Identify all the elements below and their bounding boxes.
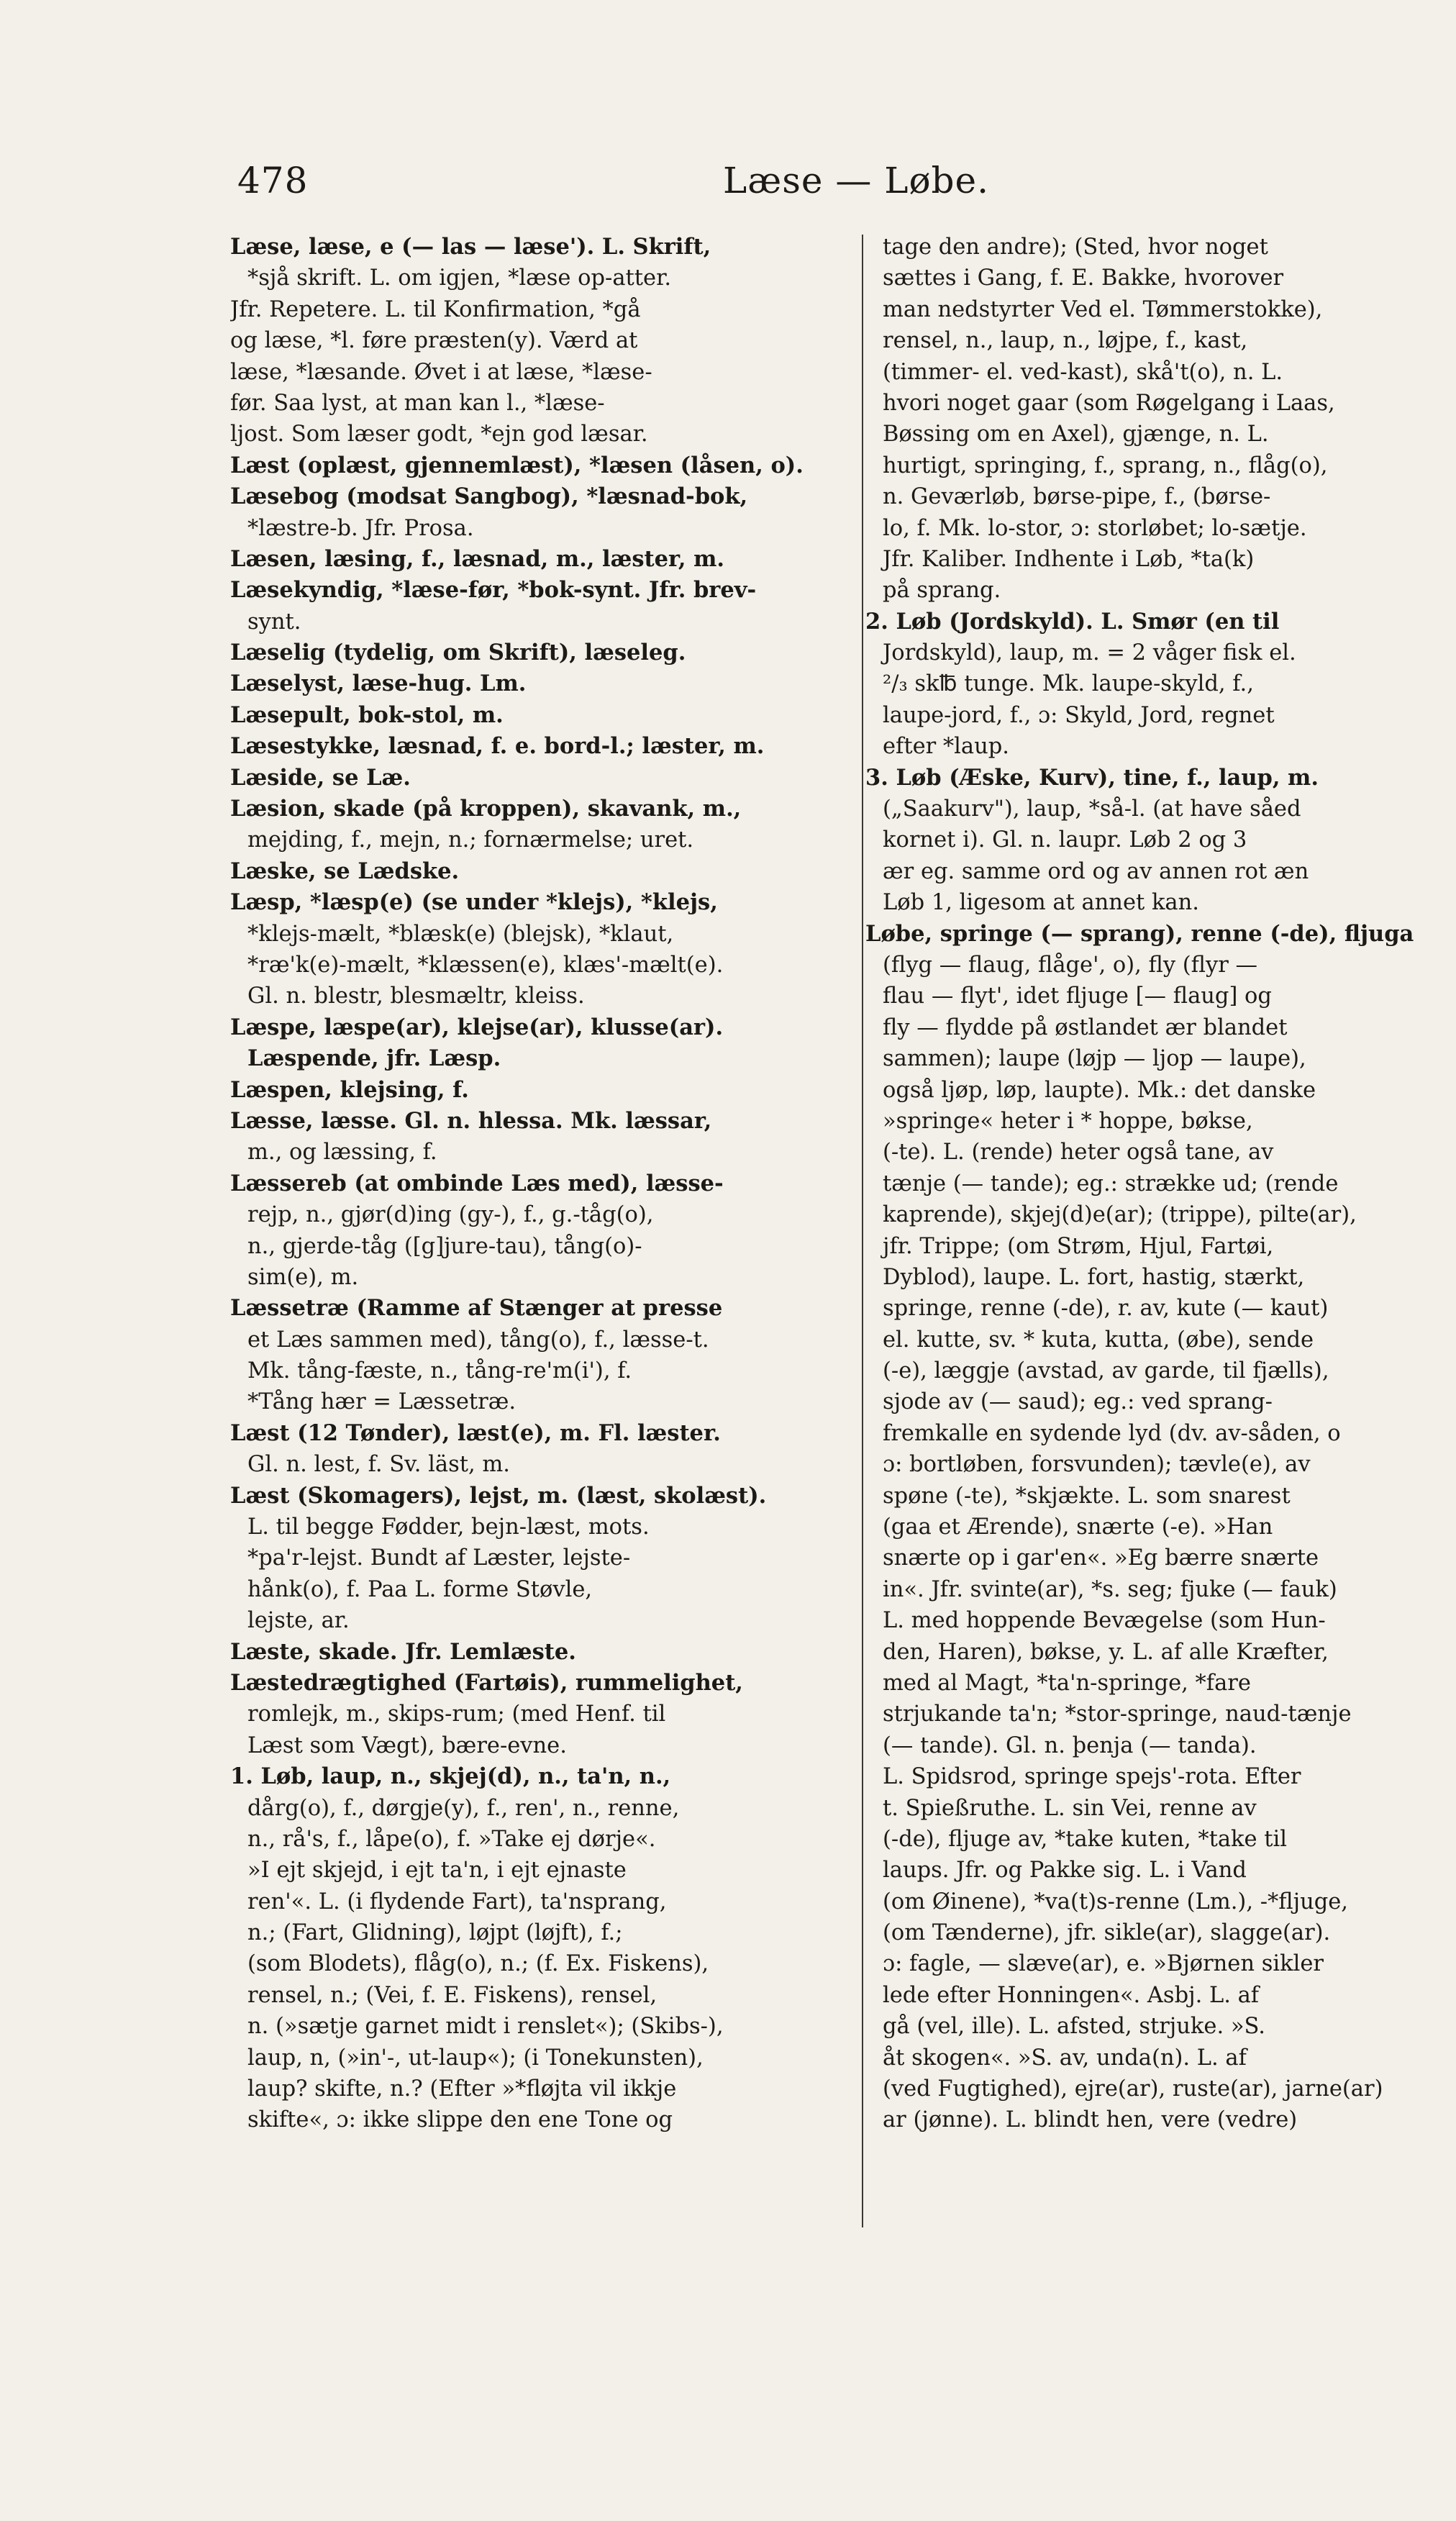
text-line: tage den andre); (Sted, hvor noget [883,235,1268,260]
text-line: (om Øinene), *va(t)s-renne (Lm.), -*fljuge, [883,1889,1348,1914]
text-line: *klejs-mælt, *blæsk(e) (blejsk), *klaut, [247,921,674,947]
dictionary-entry-line: Læspe, læspe(ar), klejse(ar), klusse(ar). [230,1014,724,1040]
text-line: *læstre-b. Jfr. Prosa. [247,515,474,541]
dictionary-entry-line: Læse, læse, e (— las — læse'). L. Skrift, [230,234,711,260]
text-line: laupe-jord, f., ɔ: Skyld, Jord, regnet [883,702,1275,728]
text-line: rejp, n., gjør(d)ing (gy-), f., g.-tåg(o), [247,1202,654,1228]
text-line: n., gjerde-tåg ([g]jure-tau), tång(o)- [247,1233,642,1259]
dictionary-entry-line: Læspende, jfr. Læsp. [247,1045,501,1072]
page-number: 478 [237,160,309,201]
text-line: fly — flydde på østlandet ær blandet [883,1014,1288,1040]
dictionary-entry-line: Læsepult, bok-stol, m. [230,701,504,728]
text-line: før. Saa lyst, at man kan l., *læse- [230,390,605,416]
text-line: med al Magt, *ta'n-springe, *fare [883,1670,1251,1696]
text-line: lejste, ar. [247,1608,350,1634]
text-line: dårg(o), f., dørgje(y), f., ren', n., renne, [247,1795,680,1821]
text-line: (— tande). Gl. n. þenja (— tanda). [883,1732,1257,1758]
text-line: n.; (Fart, Glidning), løjpt (løjft), f.; [247,1920,623,1946]
text-line: *pa'r-lejst. Bundt af Læster, lejste- [247,1545,631,1571]
text-line: rensel, n.; (Vei, f. E. Fiskens), rensel, [247,1982,658,2008]
text-line: ren'«. L. (i flydende Fart), ta'nsprang, [247,1889,667,1914]
text-line: in«. Jfr. svinte(ar), *s. seg; fjuke (— fauk) [883,1576,1337,1602]
text-line: Løb 1, ligesom at annet kan. [883,890,1199,916]
text-line: (-e), læggje (avstad, av garde, til fjælls), [883,1358,1329,1384]
text-line: og læse, *l. føre præsten(y). Værd at [230,328,638,354]
text-line: strjukande ta'n; *stor-springe, naud-tænje [883,1702,1352,1727]
text-line: »springe« heter i * hoppe, bøkse, [883,1108,1253,1134]
text-line: »I ejt skjejd, i ejt ta'n, i ejt ejnaste [247,1858,627,1884]
text-line: ²/₃ sk℔ tunge. Mk. laupe-skyld, f., [883,671,1254,697]
dictionary-entry-line: Læspen, klejsing, f. [230,1076,469,1103]
dictionary-entry-line: Læsion, skade (på kroppen), skavank, m., [230,796,742,822]
text-line: L. Spidsrod, springe spejs'-rota. Efter [883,1764,1301,1790]
text-line: hvori noget gaar (som Røgelgang i Laas, [883,390,1335,416]
text-line: hånk(o), f. Paa L. forme Støvle, [247,1576,593,1602]
text-line: Dyblod), laupe. L. fort, hastig, stærkt, [883,1264,1305,1290]
text-line: Bøssing om en Axel), gjænge, n. L. [883,422,1269,448]
text-line: den, Haren), bøkse, y. L. af alle Kræfter, [883,1639,1329,1665]
dictionary-entry-line: Læssetræ (Ramme af Stænger at presse [230,1295,723,1322]
text-line: sammen); laupe (løjp — ljop — laupe), [883,1046,1306,1072]
dictionary-entry-line: Læsekyndig, *læse-før, *bok-synt. Jfr. brev- [230,577,757,604]
text-line: lo, f. Mk. lo-stor, ɔ: storløbet; lo-sætje. [883,515,1307,541]
text-line: n. Geværløb, børse-pipe, f., (børse- [883,484,1271,510]
text-line: på sprang. [883,578,1001,604]
dictionary-entry-line: 3. Løb (Æske, Kurv), tine, f., laup, m. [865,764,1319,791]
text-line: åt skogen«. »S. av, unda(n). L. af [883,2045,1247,2071]
text-line: L. med hoppende Bevægelse (som Hun- [883,1608,1326,1634]
text-line: gå (vel, ille). L. afsted, strjuke. »S. [883,2014,1265,2040]
text-line: ɔ: fagle, — slæve(ar), e. »Bjørnen sikler [883,1951,1324,1977]
dictionary-entry-line: Løbe, springe (— sprang), renne (-de), fljuga [865,920,1414,947]
text-line: laup, n, (»in'-, ut-laup«); (i Tonekunsten), [247,2045,704,2071]
text-line: Mk. tång-fæste, n., tång-re'm(i'), f. [247,1358,632,1384]
text-line: Jfr. Repetere. L. til Konfirmation, *gå [230,296,641,322]
text-line: Jordskyld), laup, m. = 2 våger fisk el. [883,640,1296,666]
text-line: Gl. n. lest, f. Sv. läst, m. [247,1452,510,1478]
text-line: tænje (— tande); eg.: strække ud; (rende [883,1171,1339,1196]
dictionary-entry-line: Læsse, læsse. Gl. n. hlessa. Mk. læssar, [230,1107,712,1134]
text-line: ar (jønne). L. blindt hen, vere (vedre) [883,2107,1298,2133]
dictionary-entry-line: Læside, se Læ. [230,764,411,791]
dictionary-entry-line: Læselig (tydelig, om Skrift), læseleg. [230,640,686,666]
text-line: kornet i). Gl. n. laupr. Løb 2 og 3 [883,827,1247,853]
text-line: efter *laup. [883,734,1009,760]
text-line: (-de), fljuge av, *take kuten, *take til [883,1826,1288,1852]
text-line: kaprende), skjej(d)e(ar); (trippe), pilte(ar), [883,1202,1357,1228]
text-line: Gl. n. blestr, blesmæltr, kleiss. [247,984,585,1009]
text-line: (ved Fugtighed), ejre(ar), ruste(ar), jarne(ar) [883,2076,1383,2102]
right-column [865,232,1456,2136]
text-line: laup? skifte, n.? (Efter »*fløjta vil ikkje [247,2076,677,2102]
text-line: („Saakurv"), laup, *så-l. (at have såed [883,796,1301,822]
text-line: (timmer- el. ved-kast), skå't(o), n. L. [883,359,1283,385]
text-line: ljost. Som læser godt, *ejn god læsar. [230,422,648,448]
dictionary-entry-line: Læsestykke, læsnad, f. e. bord-l.; læster, m. [230,733,765,760]
text-line: rensel, n., laup, n., løjpe, f., kast, [883,328,1248,354]
dictionary-entry-line: Læste, skade. Jfr. Lemlæste. [230,1638,576,1665]
text-line: Jfr. Kaliber. Indhente i Løb, *ta(k) [883,546,1255,572]
text-line: et Læs sammen med), tång(o), f., læsse-t. [247,1327,709,1353]
text-line: *Tång hær = Læssetræ. [247,1389,517,1415]
text-line: også ljøp, løp, laupte). Mk.: det danske [883,1077,1316,1103]
text-line: ær eg. samme ord og av annen rot æn [883,858,1309,884]
dictionary-entry-line: Læst (oplæst, gjennemlæst), *læsen (låsen, o). [230,452,804,478]
text-line: t. Spießruthe. L. sin Vei, renne av [883,1795,1257,1821]
dictionary-entry-line: Læst (Skomagers), lejst, m. (læst, skolæst). [230,1482,767,1509]
text-line: Læst som Vægt), bære-evne. [247,1732,567,1758]
text-line: (om Tænderne), jfr. sikle(ar), slagge(ar). [883,1920,1331,1946]
text-line: m., og læssing, f. [247,1140,437,1166]
column-divider [862,235,863,2227]
running-head: Læse — Løbe. [723,160,990,201]
dictionary-entry-line: Læselyst, læse-hug. Lm. [230,671,527,697]
dictionary-entry-line: Læske, se Lædske. [230,858,460,884]
text-line: sim(e), m. [247,1264,359,1290]
dictionary-entry-line: Læstedrægtighed (Fartøis), rummelighet, [230,1669,743,1696]
dictionary-entry-line: 2. Løb (Jordskyld). L. Smør (en til [865,608,1280,635]
text-line: skifte«, ɔ: ikke slippe den ene Tone og [247,2107,673,2133]
text-line: n. (»sætje garnet midt i renslet«); (Skibs-), [247,2014,724,2040]
text-line: man nedstyrter Ved el. Tømmerstokke), [883,296,1323,322]
dictionary-entry-line: Læssereb (at ombinde Læs med), læsse- [230,1170,724,1196]
text-line: (flyg — flaug, flåge', o), fly (flyr — [883,952,1258,978]
dictionary-entry-line: Læsp, *læsp(e) (se under *klejs), *klejs, [230,889,718,916]
text-line: lede efter Honningen«. Asbj. L. af [883,1982,1260,2008]
text-line: spøne (-te), *skjækte. L. som snarest [883,1483,1291,1509]
text-line: n., rå's, f., låpe(o), f. »Take ej dørje«. [247,1826,656,1852]
text-line: synt. [247,609,301,635]
text-line: flau — flyt', idet fljuge [— flaug] og [883,984,1272,1009]
text-line: snærte op i gar'en«. »Eg bærre snærte [883,1545,1319,1571]
text-line: læse, *læsande. Øvet i at læse, *læse- [230,359,652,385]
text-line: springe, renne (-de), r. av, kute (— kaut) [883,1296,1329,1322]
text-line: jfr. Trippe; (om Strøm, Hjul, Fartøi, [883,1233,1274,1259]
text-line: sættes i Gang, f. E. Bakke, hvorover [883,265,1284,291]
text-line: (-te). L. (rende) heter også tane, av [883,1140,1274,1166]
text-line: (som Blodets), flåg(o), n.; (f. Ex. Fiskens), [247,1951,709,1977]
text-line: *sjå skrift. L. om igjen, *læse op-atter. [247,265,672,291]
text-line: laups. Jfr. og Pakke sig. L. i Vand [883,1858,1247,1884]
text-line: ɔ: bortløben, forsvunden); tævle(e), av [883,1452,1311,1478]
dictionary-entry-line: 1. Løb, laup, n., skjej(d), n., ta'n, n., [230,1763,671,1790]
text-line: sjode av (— saud); eg.: ved sprang- [883,1389,1273,1415]
dictionary-entry-line: Læsen, læsing, f., læsnad, m., læster, m. [230,545,724,572]
text-line: hurtigt, springing, f., sprang, n., flåg(o), [883,453,1328,478]
text-line: romlejk, m., skips-rum; (med Henf. til [247,1702,666,1727]
text-line: mejding, f., mejn, n.; fornærmelse; uret. [247,827,694,853]
text-line: L. til begge Fødder, bejn-læst, mots. [247,1514,650,1540]
text-line: (gaa et Ærende), snærte (-e). »Han [883,1514,1273,1540]
text-line: *ræ'k(e)-mælt, *klæssen(e), klæs'-mælt(e). [247,952,724,978]
text-line: fremkalle en sydende lyd (dv. av-såden, o [883,1420,1341,1446]
dictionary-entry-line: Læst (12 Tønder), læst(e), m. Fl. læster. [230,1420,721,1446]
text-line: el. kutte, sv. * kuta, kutta, (øbe), sende [883,1327,1314,1353]
left-column [230,232,863,2136]
dictionary-entry-line: Læsebog (modsat Sangbog), *læsnad-bok, [230,483,748,510]
